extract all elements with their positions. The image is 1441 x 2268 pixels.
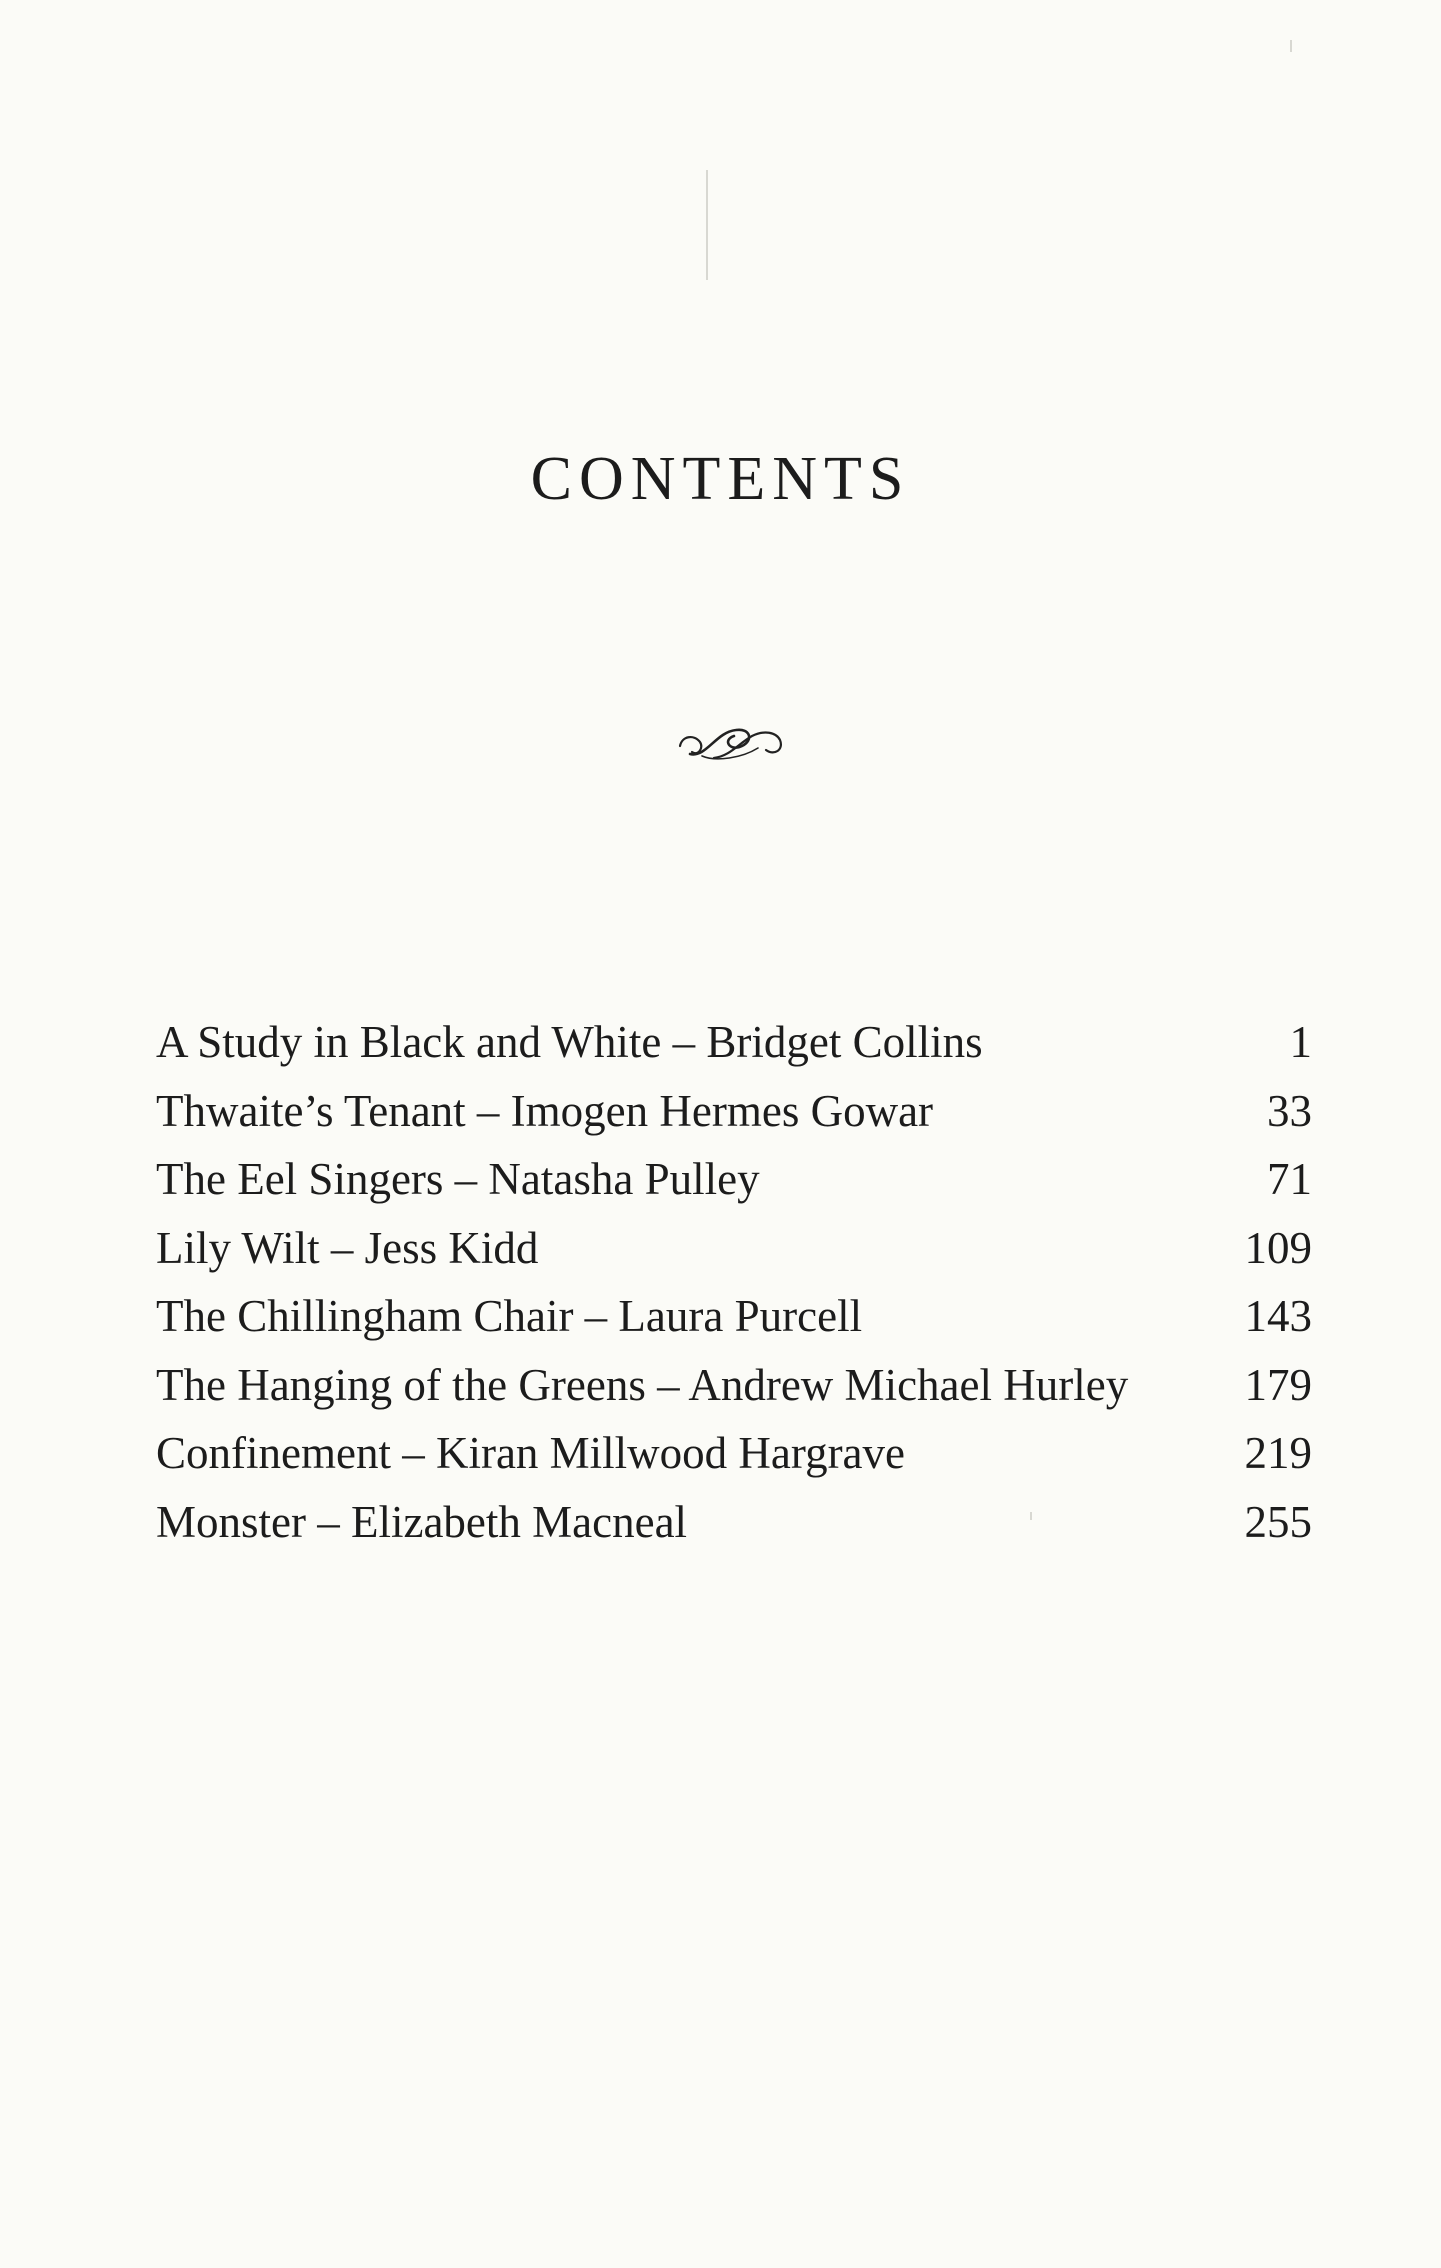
entry-page-number: 219 — [1244, 1428, 1312, 1478]
entry-page-number: 71 — [1267, 1154, 1312, 1204]
contents-entry — [156, 1214, 1312, 1283]
entry-title: The Hanging of the Greens – Andrew Michael Hurley — [156, 1359, 1129, 1410]
scan-artifact-line — [706, 170, 708, 280]
entry-title: The Eel Singers – Natasha Pulley — [156, 1154, 760, 1204]
contents-entry — [156, 1488, 1312, 1557]
entry-title: Confinement – Kiran Millwood Hargrave — [156, 1428, 906, 1478]
entry-title: Monster – Elizabeth Macneal — [156, 1496, 688, 1547]
entry-title: Thwaite’s Tenant – Imogen Hermes Gowar — [156, 1085, 934, 1136]
contents-list — [156, 1008, 1312, 1556]
contents-entry — [156, 1008, 1312, 1077]
contents-entry — [156, 1282, 1312, 1351]
entry-title: The Chillingham Chair – Laura Purcell — [156, 1291, 863, 1341]
contents-entry — [156, 1351, 1312, 1420]
entry-page-number: 143 — [1244, 1291, 1312, 1341]
entry-page-number: 109 — [1244, 1222, 1312, 1273]
entry-page-number: 33 — [1267, 1085, 1312, 1136]
entry-title: A Study in Black and White – Bridget Collins — [156, 1017, 983, 1067]
scroll-flourish-icon — [672, 718, 792, 768]
contents-entry — [156, 1145, 1312, 1214]
contents-entry — [156, 1077, 1312, 1146]
entry-title: Lily Wilt – Jess Kidd — [156, 1222, 539, 1273]
entry-page-number: 1 — [1289, 1017, 1312, 1067]
page-title: CONTENTS — [530, 445, 911, 513]
contents-entry — [156, 1419, 1312, 1488]
entry-page-number: 179 — [1244, 1359, 1312, 1410]
entry-page-number: 255 — [1244, 1496, 1312, 1547]
scan-artifact-dot — [1290, 40, 1292, 52]
